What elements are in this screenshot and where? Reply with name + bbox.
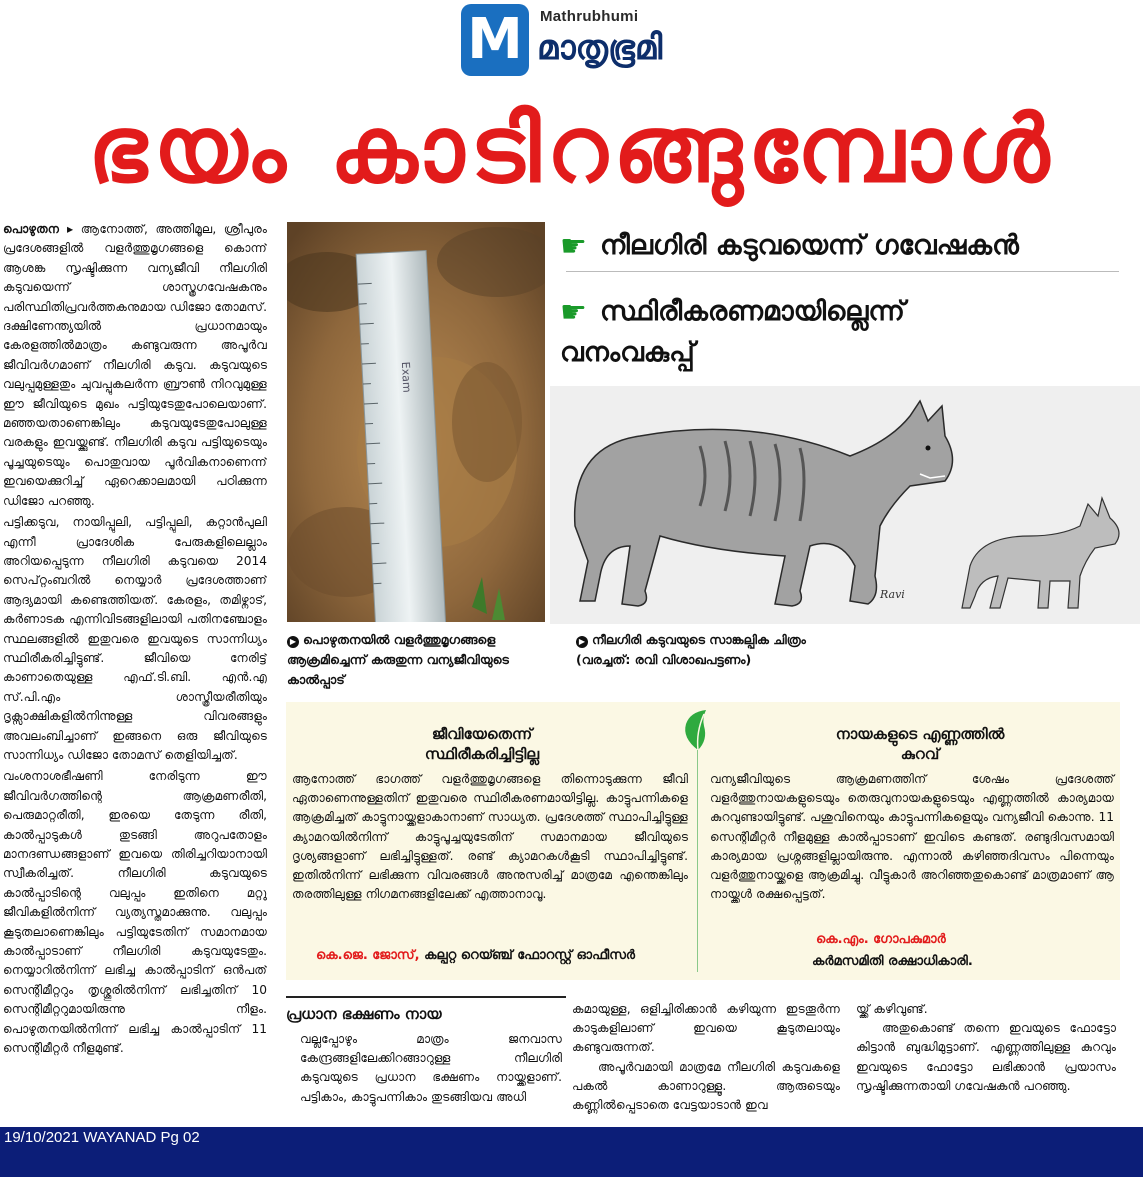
sketch-caption-line-2: (വരച്ചത്: രവി വിശാഖപട്ടണം)	[576, 652, 752, 667]
bottom-column-2	[572, 1000, 840, 1115]
pugmark-caption	[287, 630, 549, 690]
paragraph: അതുകൊണ്ട് തന്നെ ഇവയുടെ ഫോട്ടോ കിട്ടാൻ ബുദ്ധിമുട്ടാണ്. എണ്ണത്തിലുള്ള കുറവും ഇവയുടെ ഫോട്ടോ ലഭിക്കാൻ പ്രയാസം സൃഷ്ടിക്കുന്നതായി ഗവേഷകൻ പറഞ്ഞു.	[856, 1021, 1116, 1093]
brand-malayalam: മാതൃഭൂമി	[537, 28, 663, 68]
paragraph-text: ആനോത്ത്, അത്തിമൂല, ശ്രീപുരം പ്രദേശങ്ങളിൽ വളർത്തുമൃഗങ്ങളെ കൊന്ന് ആശങ്ക സൃഷ്ടിക്കുന്ന വന്യജീവി നീലഗിരി കടുവയെന്ന് ശാസ്ത്രഗവേഷകനും പരിസ്ഥിതിപ്രവർത്തകനുമായ ഡിജോ തോമസ്. ദക്ഷിണേന്ത്യയിൽ പ്രധാനമായും കേരളത്തിൽമാത്രം കണ്ടുവരുന്ന അപൂർവ ജീവിവർഗമാണ് നീലഗിരി കടുവ. കടുവയുടെ വലുപ്പമുള്ളതും ചുവപ്പുകലർന്ന ബ്രൗൺ നിറവുമുള്ള ഈ ജീവിയുടെ മുഖം പട്ടിയുടേതുപോലെയാണ്. മഞ്ഞയതാണെങ്കിലും കടുവയുടേതുപോലുള്ള വരകളും ഇവയ്ക്കുണ്ട്. നീലഗിരി കടുവ പട്ടിയുടെയും പൂച്ചയുടെയും പൊതുവായ പൂർവികനാണെന്ന് ഇവയെക്കുറിച്ച് ഏറെക്കാലമായി പഠിക്കുന്ന ഡിജോ പറഞ്ഞു.	[3, 222, 267, 508]
pugmark-photo-image	[287, 222, 545, 622]
box-right-signature-name: കെ.എം. ഗോപകുമാർ	[816, 932, 946, 947]
box-divider	[697, 750, 698, 972]
nilgiri-tiger-sketch	[550, 386, 1140, 624]
sub-headline-text: സ്ഥിരീകരണമായില്ലെന്ന് വനംവകുപ്പ്	[560, 296, 905, 368]
logo-mark: M	[461, 4, 529, 76]
dateline: പൊഴുതന ▸	[3, 222, 74, 236]
box-left-text: ആനോത്ത് ഭാഗത്ത് വളർത്തുമൃഗങ്ങളെ തിന്നൊടുക്കുന്ന ജീവി ഏതാണെന്നുള്ളതിന് ഇതുവരെ സ്ഥിരീകരണമായിട്ടില്ല. കാട്ടുപന്നികളെ ആക്രമിച്ചത് കാട്ടുനായ്ക്കളാകാനാണ് സാധ്യത. പ്രദേശത്ത് സ്ഥാപിച്ചിട്ടുള്ള ക്യാമറയിൽനിന്ന് കാട്ടുപൂച്ചയുടേതിന് സമാനമായ ജീവിയുടെ ദൃശ്യങ്ങളാണ് ലഭിച്ചിട്ടുള്ളത്. രണ്ട് ക്യാമറകൾകൂടി സ്ഥാപിച്ചിട്ടുണ്ട്. ഇതിൽനിന്ന് ലഭിക്കുന്ന വിവരങ്ങൾ അനുസരിച്ച് മാത്രമേ എന്തെങ്കിലും തരത്തിലുള്ള നിഗമനങ്ങളിലേക്ക് എത്താനാവൂ.	[292, 772, 688, 902]
pugmark-caption-text: പൊഴുതനയിൽ വളർത്തുമൃഗങ്ങളെ ആക്രമിച്ചെന്ന് കരുതുന്ന വന്യജീവിയുടെ കാൽപ്പാട്	[287, 632, 509, 687]
paragraph: യ്ക്ക് കഴിവുണ്ട്.	[856, 1002, 928, 1016]
bottom-column-1: വല്ലപ്പോഴും മാത്രം ജനവാസ കേന്ദ്രങ്ങളിലേക്കിറങ്ങാറുള്ള നീലഗിരി കടുവയുടെ പ്രധാന ഭക്ഷണം നായ്ക്കളാണ്. പട്ടികാം, കാട്ടുപന്നികാം തുടങ്ങിയവ അധി	[300, 1032, 562, 1104]
brand-english: Mathrubhumi	[540, 8, 639, 25]
sketch-caption	[576, 630, 996, 670]
leaf-icon	[680, 708, 716, 752]
box-right-heading: നായകളുടെ എണ്ണത്തിൽ കുറവ്	[835, 725, 1005, 763]
artist-signature: Ravi	[880, 588, 905, 601]
masthead	[0, 0, 1143, 82]
ruler-label: Exam	[398, 361, 414, 393]
play-icon: ▶	[287, 636, 299, 648]
sketch-image	[550, 386, 1140, 624]
section-title: പ്രധാന ഭക്ഷണം നായ	[286, 1005, 442, 1023]
play-icon: ▶	[576, 636, 588, 648]
signature-role: കല്പറ്റ റെയ്ഞ്ച് ഫോറസ്റ്റ് ഓഫീസർ	[424, 948, 636, 963]
signature-name: കെ.ജെ. ജോസ്,	[316, 948, 420, 963]
box-right-signature-role: കർമസമിതി രക്ഷാധികാരി.	[812, 954, 973, 969]
pointing-hand-icon: ☛	[560, 295, 587, 330]
box-left-heading: ജീവിയേതെന്ന് സ്ഥിരീകരിച്ചിട്ടില്ല	[424, 725, 540, 763]
left-paragraph-3: വംശനാശഭീഷണി നേരിടുന്ന ഈ ജീവിവർഗത്തിന്റെ ആക്രമണരീതി, പെരുമാറ്റരീതി, ഇരയെ തേടുന്ന രീതി, കാൽപ്പാടുകൾ തുടങ്ങി അറുപതോളം മാനദണ്ഡങ്ങളാണ് ഇവയെ തിരിച്ചറിയാനായി സ്വീകരിച്ചത്. നീലഗിരി കടുവയുടെ കാൽപ്പാടിന്റെ വലുപ്പം ഇതിനെ മറ്റു ജീവികളിൽനിന്ന് വ്യത്യസ്തമാക്കുന്നു. വലുപ്പം കൂടുതലാണെങ്കിലും പട്ടിയുടേതിന് സമാനമായ കാൽപ്പാടാണ് നീലഗിരി കടുവയുടേതും. നെയ്യാറിൽനിന്ന് ലഭിച്ച കാൽപ്പാടിന് ഒൻപത് സെന്റിമീറ്ററും തൃശ്ശൂരിൽനിന്ന് ലഭിച്ചതിന് 10 സെന്റിമീറ്ററുമായിരുന്നു നീളം. പൊഴുതനയിൽനിന്ന് ലഭിച്ച കാൽപ്പാടിന് 11 സെന്റിമീറ്റർ നീളമുണ്ട്.	[3, 769, 267, 1056]
sketch-caption-line-1	[576, 630, 996, 650]
paragraph: കമായുള്ള, ഒളിച്ചിരിക്കാൻ കഴിയുന്ന ഇടതൂർന്ന കാടുകളിലാണ് ഇവയെ കൂടുതലായും കണ്ടുവരുന്നത്.	[572, 1002, 840, 1055]
left-paragraph-2: പട്ടിക്കടുവ, നായിപ്പുലി, പട്ടിപ്പുലി, കറ്റാൻപുലി എന്നീ പ്രാദേശിക പേരുകളിലെല്ലാം അറിയപ്പെടുന്ന നീലഗിരി കടുവയെ 2014 സെപ്റ്റംബറിൽ നെയ്യാർ പ്രദേശത്താണ് ആദ്യമായി കണ്ടെത്തിയത്. കേരളം, തമിഴ്നാട്, കർണാടക എന്നിവിടങ്ങളിലായി പതിനഞ്ചോളം സ്ഥലങ്ങളിൽ ഇതുവരെ ഇവയുടെ സാന്നിധ്യം സ്ഥിരീകരിച്ചിട്ടുണ്ട്. ജീവിയെ നേരിട്ട് കാണാതെയുള്ള എഫ്.ടി.ബി. എൻ.എ സ്.പി.എം ശാസ്ത്രീയരീതിയും ദൃക്സാക്ഷികളിൽനിന്നുള്ള വിവരങ്ങളും അവലംബിച്ചാണ് ഇങ്ങനെ ഒരു ജീവിയുടെ സാന്നിധ്യം ഡിജോ തോമസ് തെളിയിച്ചത്.	[3, 515, 267, 762]
pointing-hand-icon: ☛	[560, 229, 587, 264]
sub-headline-2	[560, 292, 1000, 373]
left-column	[3, 220, 267, 1120]
sketch-caption-text: നീലഗിരി കടുവയുടെ സാങ്കല്പിക ചിത്രം	[592, 632, 806, 647]
paragraph: അപൂർവമായി മാത്രമേ നീലഗിരി കടുവകളെ പകൽ കാണാറുള്ളൂ. ആരുടെയും കണ്ണിൽപ്പെടാതെ വേട്ടയാടാൻ ഇവ	[572, 1059, 840, 1113]
section-rule	[286, 996, 566, 998]
sub-headline-text: നീലഗിരി കടുവയെന്ന് ഗവേഷകൻ	[600, 230, 1019, 261]
sub-headline-1	[560, 226, 1120, 267]
left-paragraph-1	[3, 220, 267, 511]
pugmark-photo	[287, 222, 545, 622]
bottom-column-3	[856, 1000, 1116, 1096]
sub-headlines	[560, 222, 1120, 372]
divider	[566, 271, 1119, 272]
footer-dateline: 19/10/2021 WAYANAD Pg 02	[4, 1129, 200, 1146]
box-right-text: വന്യജീവിയുടെ ആക്രമണത്തിന് ശേഷം പ്രദേശത്ത് വളർത്തുനായകളുടെയും തെരുവുനായകളുടെയും എണ്ണത്തിൽ കാര്യമായ കുറവുണ്ടായിട്ടുണ്ട്. പശുവിനെയും കാട്ടുപന്നികളെയും വന്യജീവി കൊന്നു. 11 സെന്റിമീറ്റർ നീളമുള്ള കാൽപ്പാടാണ് ഇവിടെ കണ്ടത്. രണ്ടുദിവസമായി കാര്യമായ പ്രശ്നങ്ങളില്ലായിരുന്നു. എന്നാൽ കഴിഞ്ഞദിവസം പിന്നെയും വളർത്തുനായ്ക്കളെ ആക്രമിച്ചു. വീട്ടുകാർ അറിഞ്ഞതുകൊണ്ട് മാത്രമാണ് ആ നായ്ക്കൾ രക്ഷപ്പെട്ടത്.	[710, 772, 1114, 902]
headline: ഭയം കാടിറങ്ങുമ്പോൾ	[87, 96, 1056, 203]
box-left-signature	[316, 946, 696, 966]
